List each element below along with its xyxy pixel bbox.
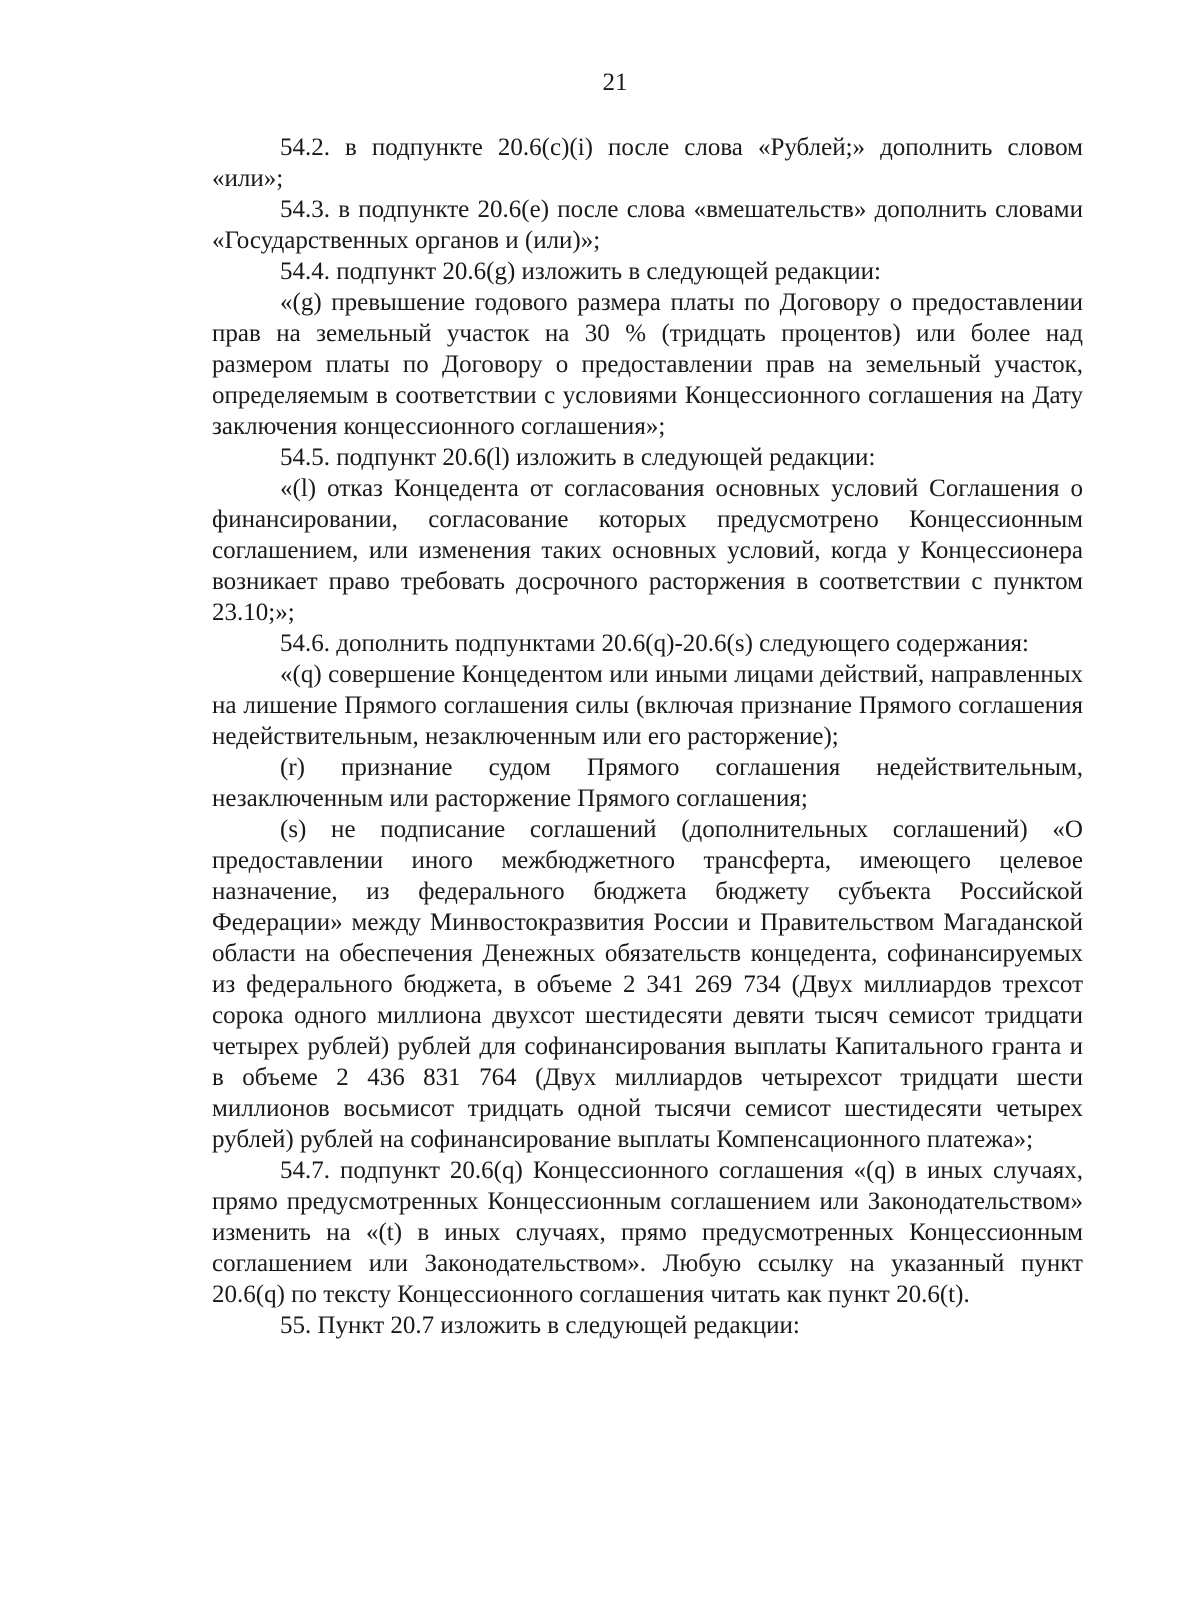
paragraph-54-4: 54.4. подпункт 20.6(g) изложить в следующей редакции: <box>280 258 881 285</box>
paragraph-20-6-s-text: (s) не подписание соглашений (дополнительных соглашений) «О предоставлении иного межбюджетного трансферта, имеющего целевое назначение, из федерального бюджета бюджету субъекта Российской Федерации» между Минвостокразвития России и Правительством Магаданской области на обеспечения Денежных обязательств концедента, софинансируемых из федерального бюджета, в объеме 2 341 269 734 (Двух миллиардов трехсот сорока одного миллиона двухсот шестидесяти девяти тысяч семисот тридцати четырех рублей) рублей для софинансирования выплаты Капитального гранта и в объеме 2 436 831 764 (Двух миллиардов четырехсот тридцати шести миллионов восьмисот тридцать одной тысячи семисот шестидесяти четырех рублей) рублей на софинансирование выплаты Компенсационного платежа»; <box>212 816 1083 1153</box>
paragraph-54-2: 54.2. в подпункте 20.6(c)(i) после слова «Рублей;» дополнить словом «или»; <box>212 134 1083 192</box>
paragraph-54-5: 54.5. подпункт 20.6(l) изложить в следующей редакции: <box>280 444 876 471</box>
paragraph-54-3: 54.3. в подпункте 20.6(e) после слова «вмешательств» дополнить словами «Государственных органов и (или)»; <box>212 196 1083 254</box>
paragraph-20-6-l-text: «(l) отказ Концедента от согласования основных условий Соглашения о финансировании, согласование которых предусмотрено Концессионным соглашением, или изменения таких основных условий, когда у Концессионера возникает право требовать досрочного расторжения в соответствии с пунктом 23.10;»; <box>212 475 1083 626</box>
page-number: 21 <box>602 69 628 96</box>
paragraph-20-6-g-text: «(g) превышение годового размера платы по Договору о предоставлении прав на земельный участок на 30 % (тридцать процентов) или более над размером платы по Договору о предоставлении прав на земельный участок, определяемым в соответствии с условиями Концессионного соглашения на Дату заключения концессионного соглашения»; <box>212 289 1083 440</box>
document-body <box>212 132 1083 1341</box>
paragraph-20-6-q-text: «(q) совершение Концедентом или иными лицами действий, направленных на лишение Прямого соглашения силы (включая признание Прямого соглашения недействительным, незаключенным или его расторжение); <box>212 661 1083 750</box>
paragraph-54-7: 54.7. подпункт 20.6(q) Концессионного соглашения «(q) в иных случаях, прямо предусмотренных Концессионным соглашением или Законодательством» изменить на «(t) в иных случаях, прямо предусмотренных Концессионным соглашением или Законодательством». Любую ссылку на указанный пункт 20.6(q) по тексту Концессионного соглашения читать как пункт 20.6(t). <box>212 1157 1083 1308</box>
paragraph-20-6-r-text: (r) признание судом Прямого соглашения недействительным, незаключенным или расторжение Прямого соглашения; <box>212 754 1083 812</box>
paragraph-55: 55. Пункт 20.7 изложить в следующей редакции: <box>280 1312 800 1339</box>
paragraph-54-6: 54.6. дополнить подпунктами 20.6(q)-20.6(s) следующего содержания: <box>280 630 1029 657</box>
